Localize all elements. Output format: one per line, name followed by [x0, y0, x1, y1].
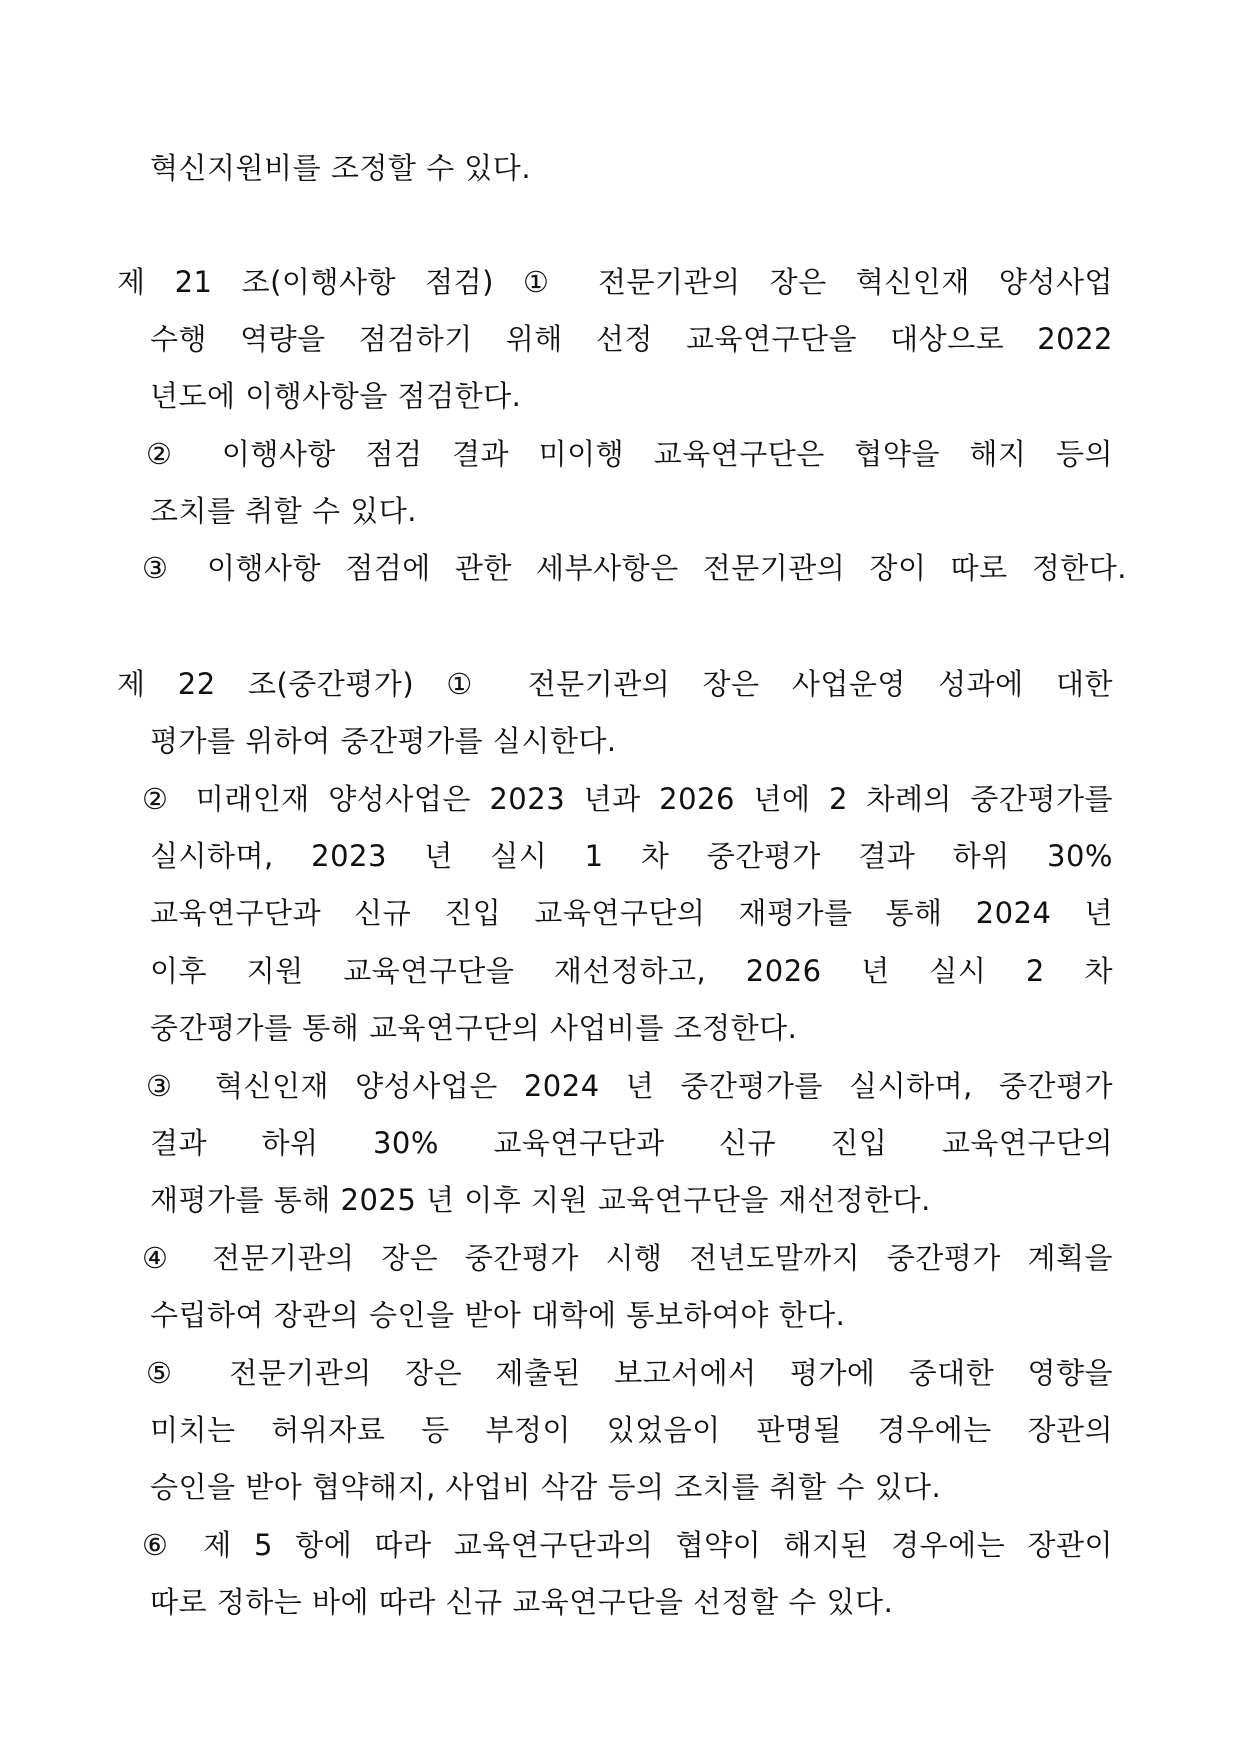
text-line: 수행 역량을 점검하기 위해 선정 교육연구단을 대상으로 2022: [150, 322, 1113, 356]
text-line: 교육연구단과 신규 진입 교육연구단의 재평가를 통해 2024 년: [150, 896, 1113, 930]
text-line: 중간평가를 통해 교육연구단의 사업비를 조정한다.: [150, 1011, 798, 1045]
text-line: 년도에 이행사항을 점검한다.: [150, 379, 522, 413]
article-22-heading: 제 22 조(중간평가) ① 전문기관의 장은 사업운영 성과에 대한: [117, 667, 1113, 701]
clause-2: ② 이행사항 점검 결과 미이행 교육연구단은 협약을 해지 등의: [146, 437, 1113, 471]
clause-4: ④ 전문기관의 장은 중간평가 시행 전년도말까지 중간평가 계획을: [142, 1241, 1113, 1275]
clause-2: ② 미래인재 양성사업은 2023 년과 2026 년에 2 차례의 중간평가를: [142, 782, 1113, 816]
text-line: 수립하여 장관의 승인을 받아 대학에 통보하여야 한다.: [150, 1298, 846, 1332]
clause-6: ⑥ 제 5 항에 따라 교육연구단과의 협약이 해지된 경우에는 장관이: [142, 1528, 1113, 1562]
clause-5: ⑤ 전문기관의 장은 제출된 보고서에서 평가에 중대한 영향을: [146, 1356, 1113, 1390]
text-line: 이후 지원 교육연구단을 재선정하고, 2026 년 실시 2 차: [150, 954, 1113, 988]
text-line: 혁신지원비를 조정할 수 있다.: [150, 151, 532, 185]
text-line: 결과 하위 30% 교육연구단과 신규 진입 교육연구단의: [150, 1126, 1113, 1160]
text-line: 평가를 위하여 중간평가를 실시한다.: [150, 724, 617, 758]
clause-3: ③ 이행사항 점검에 관한 세부사항은 전문기관의 장이 따로 정한다.: [142, 551, 1127, 585]
clause-3: ③ 혁신인재 양성사업은 2024 년 중간평가를 실시하며, 중간평가: [146, 1069, 1113, 1103]
text-line: 따로 정하는 바에 따라 신규 교육연구단을 선정할 수 있다.: [150, 1585, 894, 1619]
text-line: 조치를 취할 수 있다.: [150, 494, 417, 528]
text-line: 승인을 받아 협약해지, 사업비 삭감 등의 조치를 취할 수 있다.: [150, 1470, 942, 1504]
text-line: 미치는 허위자료 등 부정이 있었음이 판명될 경우에는 장관의: [150, 1413, 1113, 1447]
text-line: 재평가를 통해 2025 년 이후 지원 교육연구단을 재선정한다.: [150, 1183, 931, 1217]
text-line: 실시하며, 2023 년 실시 1 차 중간평가 결과 하위 30%: [150, 839, 1113, 873]
article-21-heading: 제 21 조(이행사항 점검) ① 전문기관의 장은 혁신인재 양성사업: [117, 265, 1113, 299]
